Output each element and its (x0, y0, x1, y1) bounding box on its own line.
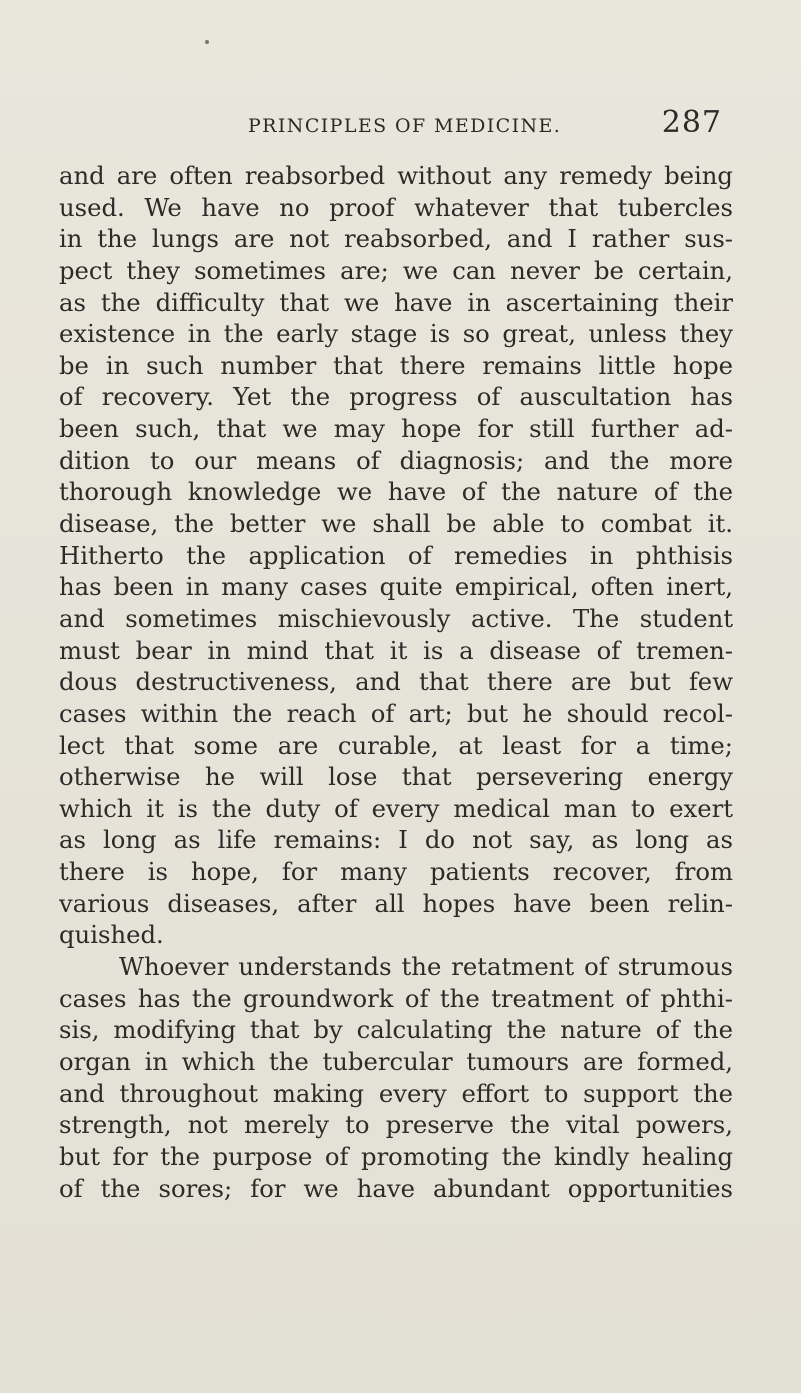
text-line: of the sores; for we have abundant opportunities (59, 1173, 733, 1203)
running-head (248, 103, 722, 143)
text-line: used. We have no proof whatever that tubercles (59, 192, 733, 222)
text-line: been such, that we may hope for still further ad- (59, 414, 733, 444)
text-line: cases within the reach of art; but he should recol- (59, 698, 733, 728)
text-line: and throughout making every effort to support the (59, 1078, 733, 1108)
text-line: sis, modifying that by calculating the nature of the (59, 1015, 733, 1045)
text-line: be in such number that there remains little hope (59, 350, 733, 380)
text-line: cases has the groundwork of the treatment of phthi- (59, 983, 733, 1013)
text-line: of recovery. Yet the progress of auscultation has (59, 382, 733, 412)
text-line: various diseases, after all hopes have been relin- (59, 888, 733, 918)
paragraph (59, 160, 733, 951)
body-text (59, 160, 733, 1204)
text-line: thorough knowledge we have of the nature of the (59, 477, 733, 507)
text-line: in the lungs are not reabsorbed, and I rather sus- (59, 224, 733, 254)
ink-speck (205, 40, 209, 44)
text-line: must bear in mind that it is a disease of tremen- (59, 635, 733, 665)
text-line: has been in many cases quite empirical, often inert, (59, 572, 733, 602)
paragraph (59, 951, 733, 1204)
text-line: Whoever understands the retatment of strumous (119, 952, 733, 982)
text-line: quished. (59, 920, 164, 950)
text-line: and sometimes mischievously active. The student (59, 603, 733, 633)
text-line: Hitherto the application of remedies in phthisis (59, 540, 733, 570)
text-line: lect that some are curable, at least for a time; (59, 730, 733, 760)
text-line: dous destructiveness, and that there are but few (59, 667, 733, 697)
text-line: organ in which the tubercular tumours are formed, (59, 1046, 733, 1076)
text-line: but for the purpose of promoting the kindly healing (59, 1141, 733, 1171)
text-line: existence in the early stage is so great, unless they (59, 319, 733, 349)
running-head-title: PRINCIPLES OF MEDICINE. (248, 115, 562, 137)
text-line: pect they sometimes are; we can never be certain, (59, 255, 733, 285)
text-line: as the difficulty that we have in ascertaining their (59, 287, 733, 317)
page-number: 287 (661, 105, 722, 140)
text-line: and are often reabsorbed without any remedy being (59, 161, 733, 190)
text-line: which it is the duty of every medical man to exert (59, 793, 733, 823)
text-line: strength, not merely to preserve the vital powers, (59, 1110, 733, 1140)
text-line: dition to our means of diagnosis; and the more (59, 445, 733, 475)
text-line: otherwise he will lose that persevering energy (59, 762, 733, 792)
text-line: disease, the better we shall be able to combat it. (59, 509, 733, 539)
text-line: as long as life remains: I do not say, as long as (59, 825, 733, 855)
text-line: there is hope, for many patients recover, from (59, 857, 733, 887)
